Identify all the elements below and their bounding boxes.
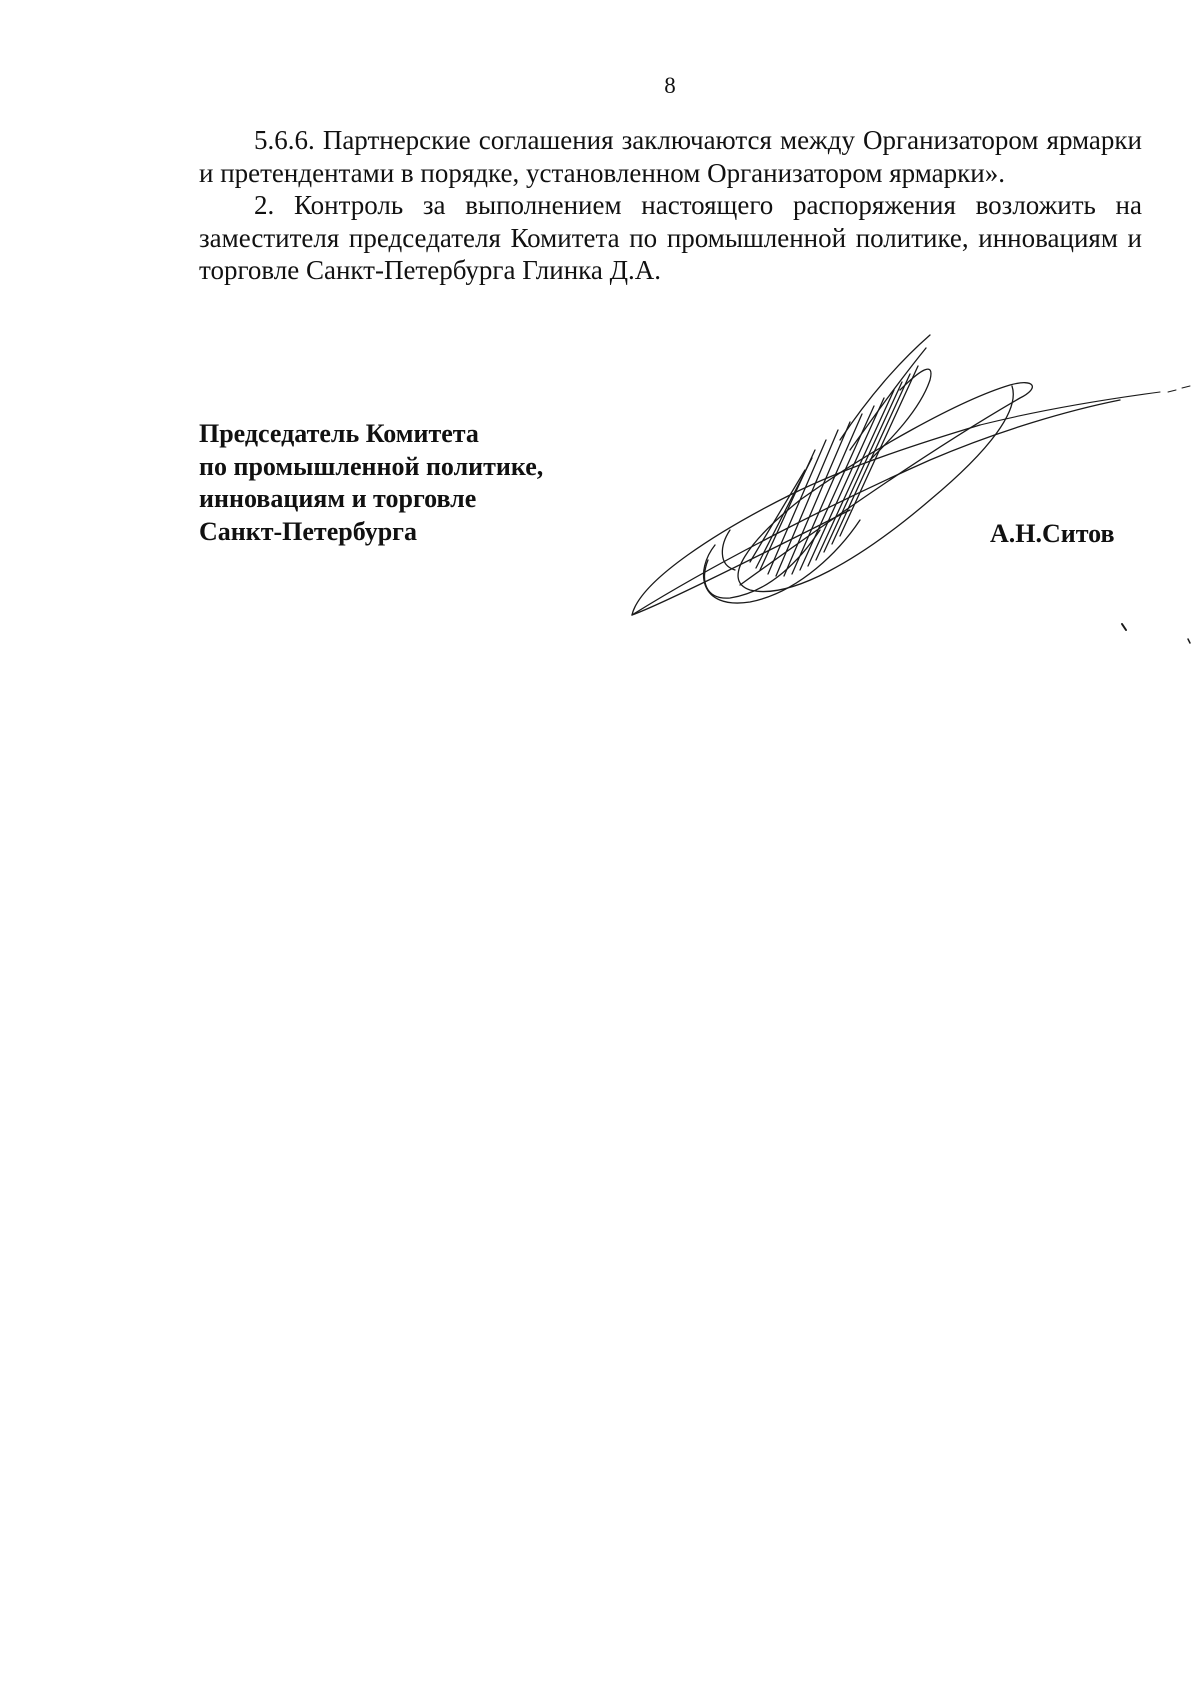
- signatory-title-line: Председатель Комитета: [199, 419, 479, 448]
- signatory-title-line: Санкт-Петербурга: [199, 516, 417, 546]
- signatory-title-line: по промышленной политике,: [199, 451, 544, 481]
- paragraph-2-control: 2. Контроль за выполнением настоящего распоряжения возложить на заместителя председателя Комитета по промышленной политике, инновациям и торговле Санкт-Петербурга Глинка Д.А.: [199, 190, 1142, 285]
- paragraph-5-6-6: 5.6.6. Партнерские соглашения заключаются между Организатором ярмарки и претендентами в порядке, установленном Организатором ярмарки».: [199, 125, 1142, 188]
- signatory-title: [199, 418, 759, 548]
- page-number: 8: [664, 73, 676, 98]
- signatory-title-line: инновациям и торговле: [199, 484, 477, 513]
- signatory-name: А.Н.Ситов: [990, 519, 1115, 548]
- document-body: [199, 124, 1142, 287]
